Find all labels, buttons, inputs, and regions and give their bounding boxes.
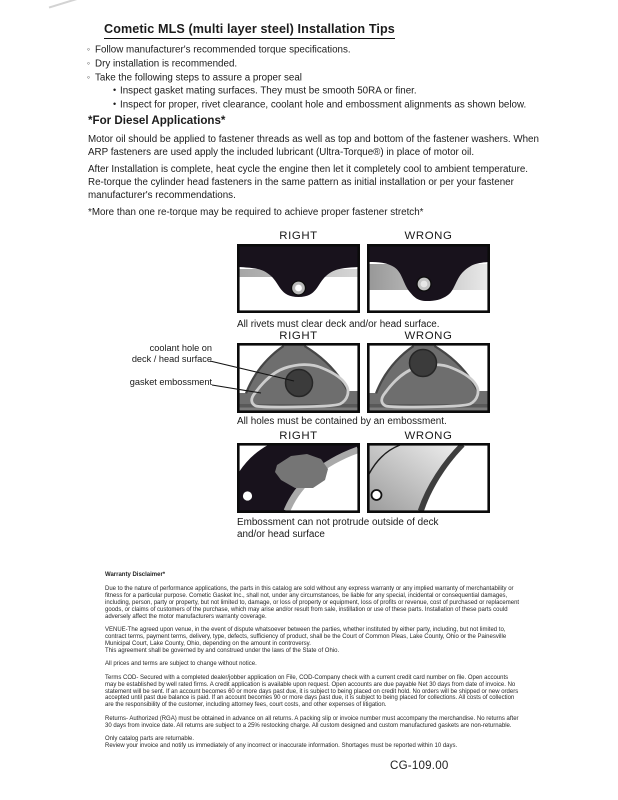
legal-paragraph-returns: Returns- Authorized (RGA) must be obtained in advance on all returns. A packing slip or invoice number must accompany the merchandise. No returns after 30 days from invoice date. All returns are subject to a 25% restocking charge. All custom designed and custom manufactured gaskets are non-returnable. — [105, 715, 519, 729]
coolant-hole-annotation: coolant hole on deck / head surface — [131, 343, 212, 364]
legal-paragraph-terms: Terms COD- Secured with a completed dealer/jobber application on File, COD-Company check with a current credit card number on file. Open accounts may be established by well rated firms. A credit application is available upon request. Open accounts are due payable Net 30 days from date of invoice. No statement will be sent. If an account becomes 60 or more days past due, it is subject to being placed on credit hold. No orders will be shipped or new orders accepted until past due balance is paid. If an account becomes 90 or more days past due, it is subject to being placed for collections. All costs of collection are the responsibility of the customer, including attorney fees, court costs, and other expenses of litigation. — [105, 674, 519, 709]
wrong-label: WRONG — [404, 330, 453, 342]
wrong-label: WRONG — [404, 430, 453, 442]
bullet-text: Take the following steps to assure a proper seal — [95, 72, 302, 84]
figure-caption: Embossment can not protrude outside of deck and/or head surface — [237, 517, 439, 540]
page-title: Cometic MLS (multi layer steel) Installation Tips — [104, 22, 395, 39]
bullet-text: Inspect for proper, rivet clearance, coolant hole and embossment alignments as shown below. — [120, 99, 527, 111]
legal-paragraph-governed: This agreement shall be governed by and construed under the laws of the State of Ohio. — [105, 647, 340, 654]
right-label: RIGHT — [279, 330, 318, 342]
figure-caption: All rivets must clear deck and/or head surface. — [237, 319, 440, 330]
legal-heading: Warranty Disclaimer* — [105, 572, 166, 578]
sub-bullet-item — [87, 84, 547, 98]
gasket-embossment-annotation: gasket embossment — [129, 377, 212, 387]
filled-bullet-icon: • — [113, 99, 117, 110]
open-bullet-icon: ◦ — [87, 57, 91, 68]
bullet-text: Dry installation is recommended. — [95, 58, 238, 70]
rivet-right-diagram — [237, 244, 360, 313]
legal-fine-print — [105, 572, 521, 757]
legal-paragraph-venue: VENUE-The agreed upon venue, in the event of dispute whatsoever between the parties, whether instituted by either party, including, but not limited to, contract terms, payment terms, delivery, type, defects, sufficiency of product, shall be the Court of Common Pleas, Lake County, Ohio or the Painesville Municipal Court, Lake County, Ohio, depending on the amount in controversy. — [105, 627, 507, 647]
embossment-wrong-diagram — [367, 343, 490, 413]
wrong-label: WRONG — [404, 230, 453, 242]
bullet-item — [87, 57, 547, 71]
right-label: RIGHT — [279, 430, 318, 442]
diesel-paragraph-2: After Installation is complete, heat cycle the engine then let it completely cool to ambient temperature. Re-torque the cylinder head fasteners in the same pattern as initial installation or per your fastener manufacturer's recommendations. — [88, 164, 529, 201]
figure-caption: All holes must be contained by an embossment. — [237, 416, 447, 427]
diesel-paragraph-1: Motor oil should be applied to fastener threads as well as top and bottom of the fastener washers. When ARP fasteners are used apply the included lubricant (Ultra-Torque®) in place of motor oil. — [88, 134, 539, 158]
bullet-text: Inspect gasket mating surfaces. They must be smooth 50RA or finer. — [120, 85, 417, 97]
sub-bullet-item — [87, 98, 547, 112]
annotation-leader-lines — [205, 350, 305, 400]
legal-paragraph-catalog: Only catalog parts are returnable. — [105, 736, 195, 743]
legal-paragraph-review: Review your invoice and notify us immediately of any incorrect or inaccurate information. Shortages must be reported within 10 days. — [105, 743, 458, 750]
protrusion-right-diagram — [237, 443, 360, 513]
open-bullet-icon: ◦ — [87, 71, 91, 82]
right-label: RIGHT — [279, 230, 318, 242]
page-code: CG-109.00 — [390, 759, 449, 772]
rivet-wrong-diagram — [367, 244, 490, 313]
bullet-item — [87, 43, 547, 57]
bullet-list — [87, 43, 547, 112]
bullet-text: Follow manufacturer's recommended torque specifications. — [95, 44, 351, 56]
protrusion-wrong-diagram — [367, 443, 490, 513]
scan-artifact — [49, 0, 88, 20]
diesel-section-heading: *For Diesel Applications* — [88, 114, 226, 127]
bullet-item — [87, 71, 547, 85]
diesel-paragraph-3: *More than one re-torque may be required to achieve proper fastener stretch* — [88, 207, 424, 218]
filled-bullet-icon: • — [113, 85, 117, 96]
legal-paragraph-prices: All prices and terms are subject to change without notice. — [105, 661, 257, 668]
open-bullet-icon: ◦ — [87, 44, 91, 54]
legal-paragraph-warranty: Due to the nature of performance applications, the parts in this catalog are sold without any express warranty or any implied warranty of merchantability or fitness for a particular purpose. Cometic Gasket Inc., shall not, under any circumstances, be liable for any special, incidental or consequential damages, including, person, party or property, but not limited to, damage, or loss of property or equipment, loss of profits or revenue, cost of purchased or replacement goods, or claims of customers of the purchase, which may arise and/or result from sale, instillation or use of these parts. Installation of these parts could adversely affect the motor manufacturers warranty coverage. — [105, 585, 520, 620]
